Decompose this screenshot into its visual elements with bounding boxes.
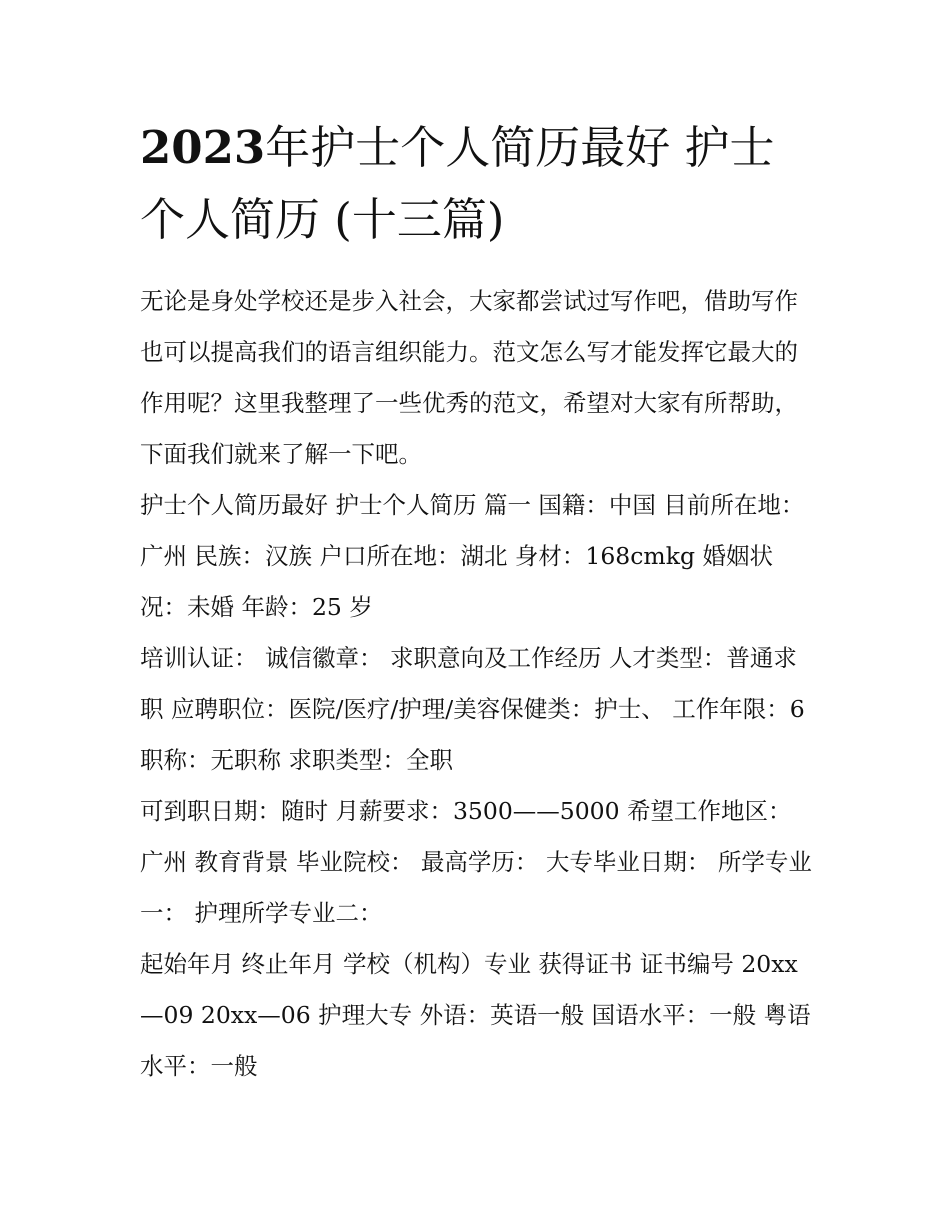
paragraph-education: 可到职日期：随时 月薪要求：3500——5000 希望工作地区：广州 教育背景 毕业院校： 最高学历： 大专毕业日期： 所学专业一： 护理所学专业二： <box>140 797 812 927</box>
title-text: 年护士个人简历最好 护士个人简历 (十三篇) <box>140 121 775 246</box>
intro-paragraph: 无论是身处学校还是步入社会，大家都尝试过写作吧，借助写作也可以提高我们的语言组织能力。范文怎么写才能发挥它最大的作用呢？这里我整理了一些优秀的范文，希望对大家有所帮助，下面我们就来了解一下吧。 <box>140 287 798 468</box>
document-body <box>140 112 812 1092</box>
paragraph-basic-info: 护士个人简历最好 护士个人简历 篇一 国籍：中国 目前所在地：广州 民族：汉族 户口所在地：湖北 身材：168cmkg 婚姻状况：未婚 年龄：25 岁 <box>140 491 805 621</box>
paragraph-job-intention: 培训认证： 诚信徽章： 求职意向及工作经历 人才类型：普通求职 应聘职位：医院/医疗/护理/美容保健类：护士、 工作年限：6 职称：无职称 求职类型：全职 <box>140 644 805 774</box>
title-year: 2023 <box>140 121 266 174</box>
document-title <box>140 112 812 256</box>
paragraph-school-language: 起始年月 终止年月 学校（机构）专业 获得证书 证书编号 20xx—09 20xx—06 护理大专 外语：英语一般 国语水平：一般 粤语水平：一般 <box>140 950 811 1080</box>
